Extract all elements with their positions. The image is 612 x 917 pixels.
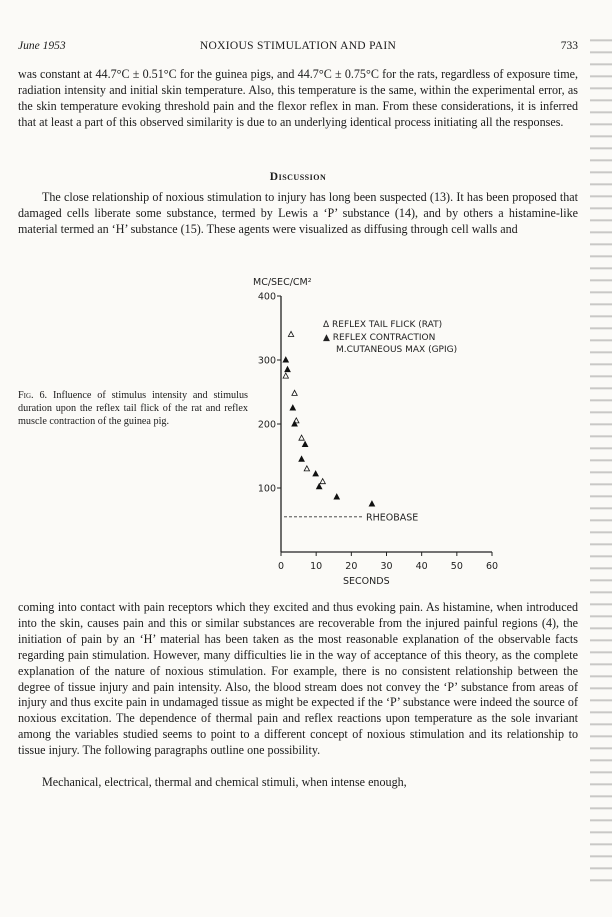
data-point-filled-gpig	[292, 421, 297, 426]
rheobase-label: RHEOBASE	[366, 512, 419, 524]
data-point-open-rat	[283, 373, 288, 378]
data-point-open-rat	[320, 479, 325, 484]
data-point-filled-gpig	[316, 484, 321, 489]
y-tick-label: 100	[257, 483, 276, 495]
y-tick-label: 200	[257, 419, 276, 431]
data-point-filled-gpig	[285, 367, 290, 372]
figure-label: Fig. 6.	[18, 390, 48, 401]
x-tick-label: 20	[345, 561, 358, 572]
data-point-filled-gpig	[369, 501, 374, 506]
paragraph-discussion-intro: The close relationship of noxious stimulation to injury has long been suspected (13). It has been proposed that damaged cells liberate some substance, termed by Lewis a ‘P’ substance (14), and by others a histamine-like material termed an ‘H’ substance (15). These agents were visualized as diffusing through cell walls and	[18, 190, 578, 236]
x-tick-label: 50	[450, 561, 463, 572]
data-point-open-rat	[304, 466, 309, 471]
header-title: NOXIOUS STIMULATION AND PAIN	[199, 40, 397, 52]
section-heading-discussion: Discussion	[269, 171, 327, 183]
data-point-filled-gpig	[302, 441, 307, 446]
page-number: 733	[560, 40, 578, 52]
x-tick-label: 0	[277, 561, 285, 572]
data-point-open-rat	[292, 390, 297, 395]
y-tick-label: 300	[257, 355, 276, 367]
legend-open-label: Δ REFLEX TAIL FLICK (RAT)	[323, 320, 443, 330]
x-tick-label: 30	[380, 561, 393, 572]
data-point-open-rat	[299, 435, 304, 440]
data-point-filled-gpig	[290, 405, 295, 410]
y-tick-label: 400	[257, 291, 276, 303]
legend-filled-label-2: M.CUTANEOUS MAX (GPIG)	[336, 345, 458, 355]
x-tick-label: 40	[415, 561, 428, 572]
y-axis-label: MC/SEC/CM²	[253, 277, 312, 288]
x-axis-label: SECONDS	[343, 576, 390, 587]
header-date: June 1953	[18, 40, 66, 52]
paragraph-main: coming into contact with pain receptors which they excited and thus evoking pain. As histamine, when introduced into the skin, causes pain and this or similar substances are recoverable from the injured painful regions (4), the initiation of pain by an ‘H’ material has been taken as the most reasonable explanation of the observable facts regarding pain stimulation. However, many difficulties lie in the way of acceptance of this theory, as the complete explanation of the nature of noxious stimulation. For example, there is no consistent relationship between the degree of tissue injury and pain intensity. Also, the blood stream does not convey the ‘P’ substance from areas of injury and thus excite pain in undamaged tissue as might be expected if the ‘P’ substance were indeed the source of noxious excitation. The dependence of thermal pain and reflex reactions upon temperature as the sole invariant among the variables studied seems to point to a different concept of noxious stimulation and its relationship to tissue injury. The following paragraphs outline one possibility.	[18, 600, 578, 758]
data-point-open-rat	[288, 331, 293, 336]
page-edge-scan-noise	[590, 30, 612, 890]
x-tick-label: 60	[485, 561, 499, 572]
data-point-filled-gpig	[313, 471, 318, 476]
legend-filled-label-1: ▲ REFLEX CONTRACTION	[323, 333, 436, 343]
figure-caption-text: Influence of stimulus intensity and stimulus duration upon the reflex tail flick of the rat and reflex muscle contraction of the guinea pig.	[18, 390, 249, 427]
paragraph-next: Mechanical, electrical, thermal and chemical stimuli, when intense enough,	[42, 775, 407, 789]
paragraph-continuation: was constant at 44.7°C ± 0.51°C for the guinea pigs, and 44.7°C ± 0.75°C for the rats, regardless of exposure time, radiation intensity and initial skin temperature. Also, this temperature is the same, within the experimental error, as the skin temperature evoking threshold pain and the flexor reflex in man. From these considerations, it is inferred that at least a part of this observed similarity is due to an underlying identical process initiating all the responses.	[18, 67, 578, 129]
data-point-filled-gpig	[334, 494, 339, 499]
data-point-filled-gpig	[299, 456, 304, 461]
data-point-filled-gpig	[283, 357, 288, 362]
x-tick-label: 10	[310, 561, 323, 572]
